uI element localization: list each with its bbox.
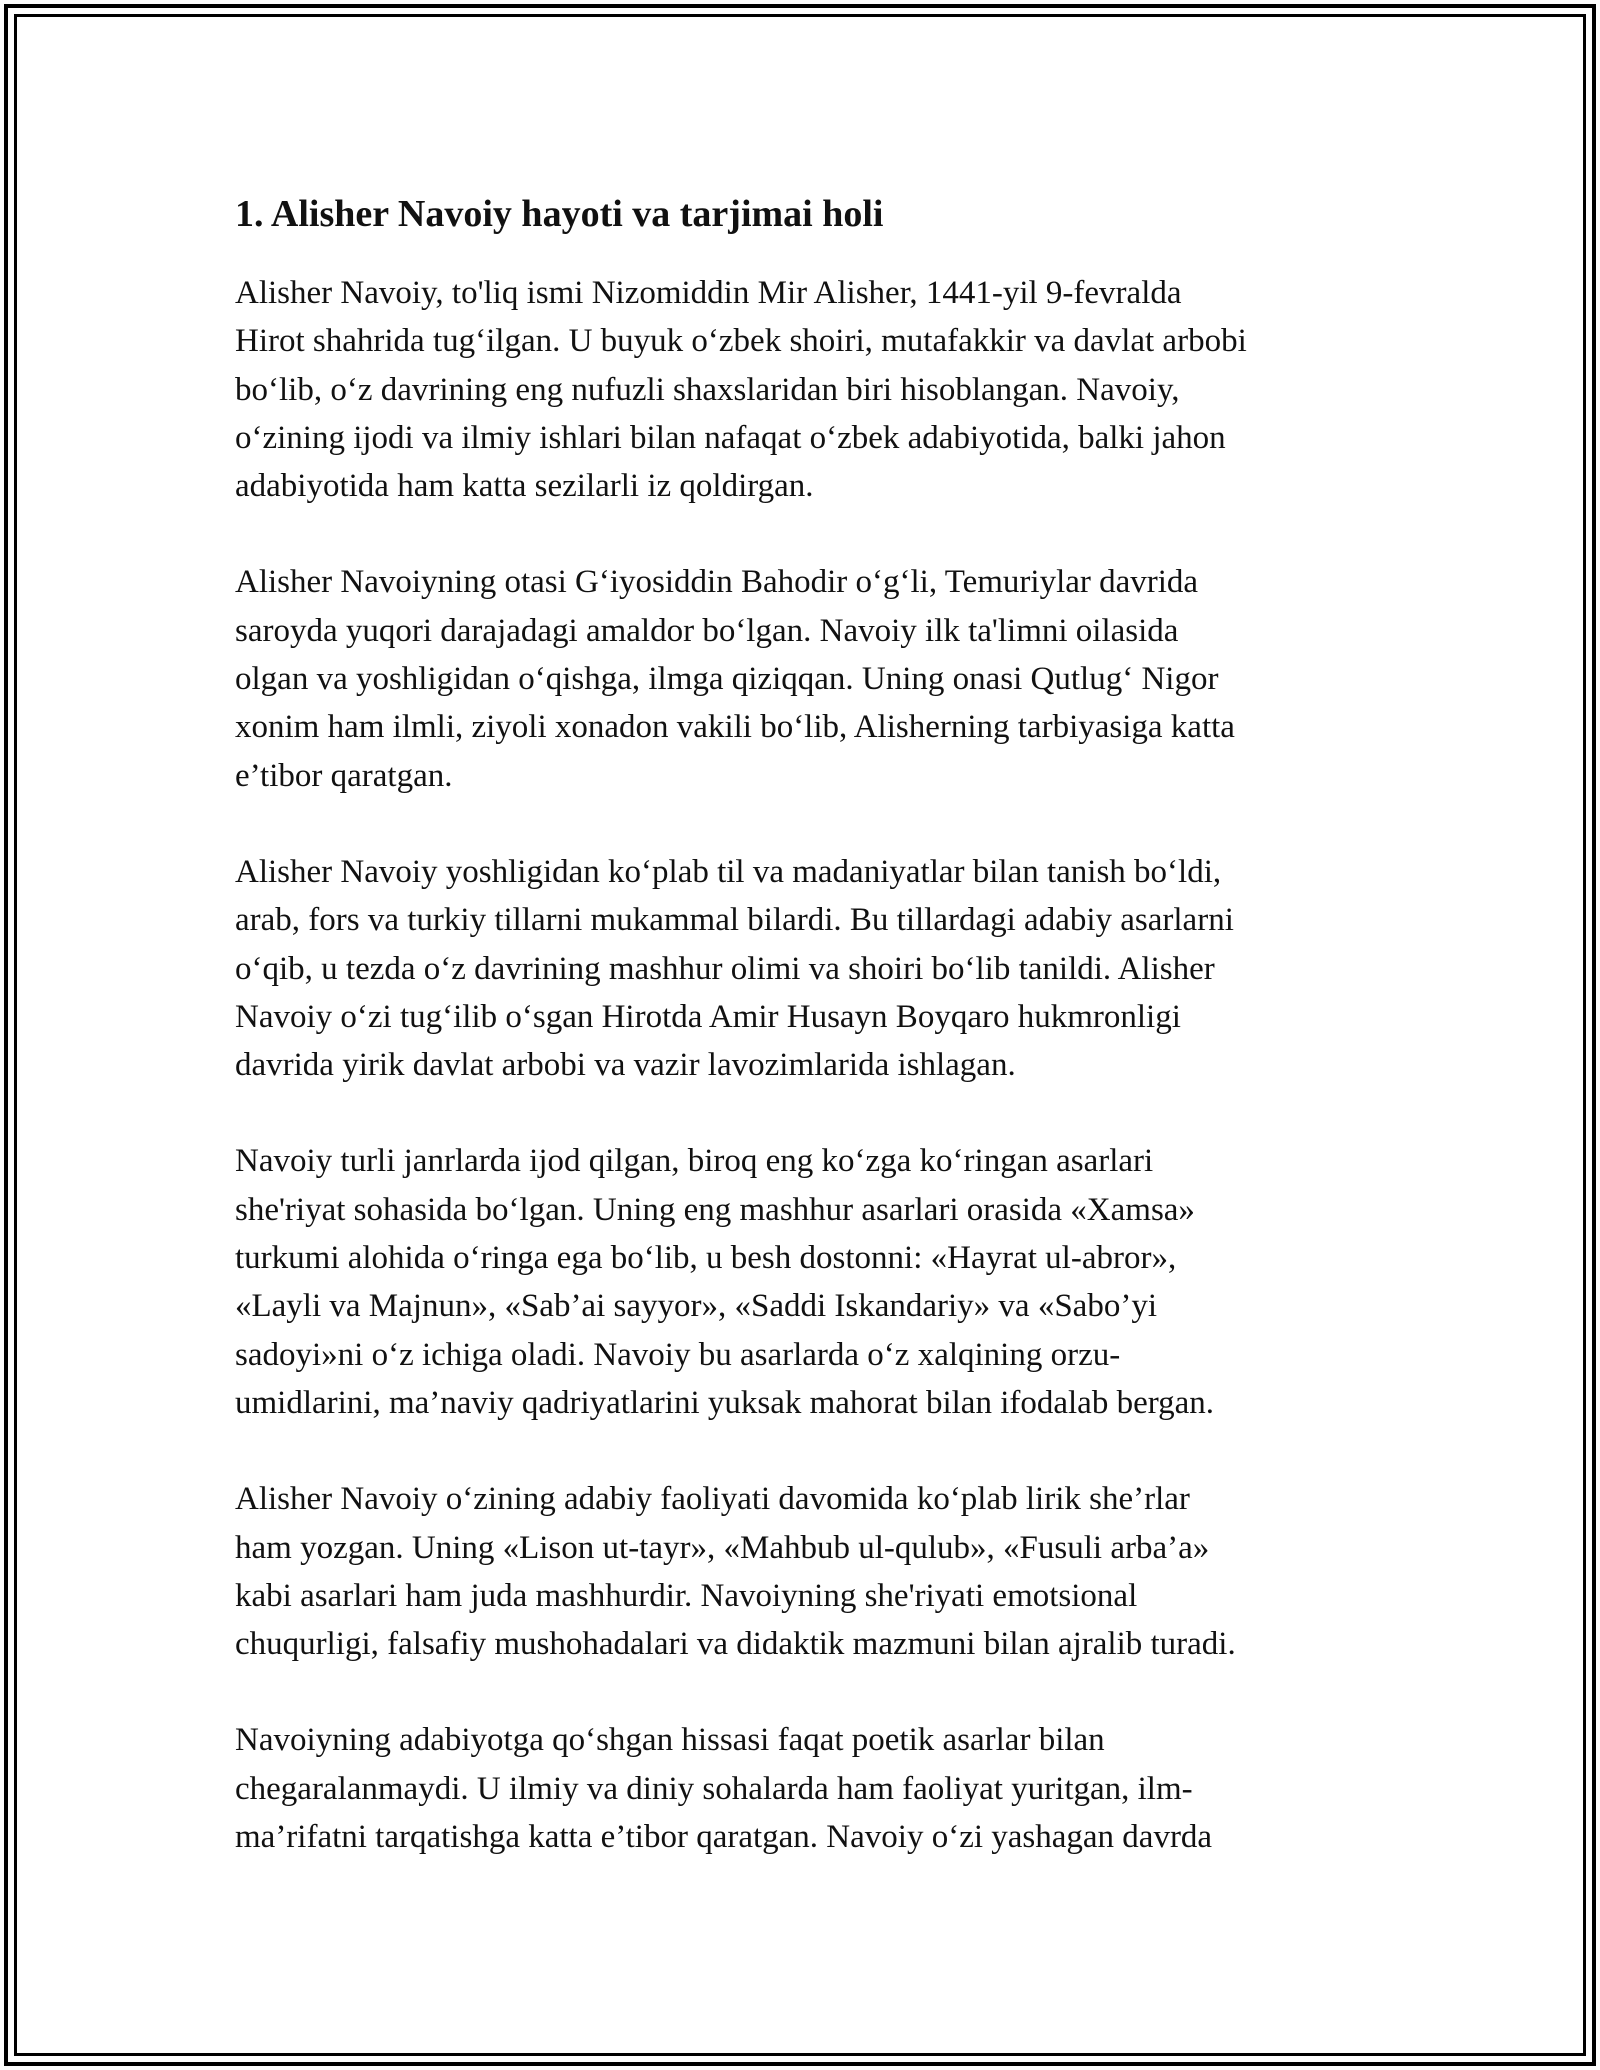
paragraph-line: she'riyat sohasida boʻlgan. Uning eng mashhur asarlari orasida «Xamsa» [235,1191,1195,1228]
paragraph-line: e’tibor qaratgan. [235,757,453,794]
paragraph-line: sadoyi»ni oʻz ichiga oladi. Navoiy bu asarlarda oʻz xalqining orzu- [235,1336,1121,1373]
paragraph-line: oʻzining ijodi va ilmiy ishlari bilan nafaqat oʻzbek adabiyotida, balki jahon [235,419,1226,456]
paragraph-line: Alisher Navoiy yoshligidan koʻplab til va madaniyatlar bilan tanish boʻldi, [235,853,1222,890]
paragraph [235,1716,1365,1861]
paragraph-line: davrida yirik davlat arbobi va vazir lavozimlarida ishlagan. [235,1047,1016,1084]
paragraph [235,269,1365,510]
paragraph [235,848,1365,1089]
paragraph-line: Hirot shahrida tugʻilgan. U buyuk oʻzbek shoiri, mutafakkir va davlat arbobi [235,323,1247,360]
paragraph-line: ham yozgan. Uning «Lison ut-tayr», «Mahbub ul-qulub», «Fusuli arba’a» [235,1529,1210,1566]
paragraph-line: oʻqib, u tezda oʻz davrining mashhur olimi va shoiri boʻlib tanildi. Alisher [235,950,1215,987]
paragraph-line: saroyda yuqori darajadagi amaldor boʻlgan. Navoiy ilk ta'limni oilasida [235,612,1179,649]
paragraph-line: Alisher Navoiyning otasi Gʻiyosiddin Bahodir oʻgʻli, Temuriylar davrida [235,564,1199,601]
paragraph-line: kabi asarlari ham juda mashhurdir. Navoiyning she'riyati emotsional [235,1577,1138,1614]
paragraph [235,558,1365,799]
paragraph-line: chegaralanmaydi. U ilmiy va diniy sohalarda ham faoliyat yuritgan, ilm- [235,1770,1193,1807]
paragraph-line: «Layli va Majnun», «Sab’ai sayyor», «Saddi Iskandariy» va «Sabo’yi [235,1288,1157,1325]
paragraph-line: Navoiy oʻzi tugʻilib oʻsgan Hirotda Amir Husayn Boyqaro hukmronligi [235,998,1181,1035]
paragraph-line: umidlarini, ma’naviy qadriyatlarini yuksak mahorat bilan ifodalab bergan. [235,1384,1215,1421]
paragraph-line: Alisher Navoiy, to'liq ismi Nizomiddin Mir Alisher, 1441-yil 9-fevralda [235,275,1182,311]
paragraph-line: ma’rifatni tarqatishga katta e’tibor qaratgan. Navoiy oʻzi yashagan davrda [235,1819,1213,1856]
paragraph [235,1475,1365,1668]
paragraph-line: olgan va yoshligidan oʻqishga, ilmga qiziqqan. Uning onasi Qutlugʻ Nigor [235,661,1219,698]
paragraph-list [235,269,1365,1861]
section-heading: 1. Alisher Navoiy hayoti va tarjimai holi [235,193,884,235]
paragraph-line: Navoiyning adabiyotga qoʻshgan hissasi faqat poetik asarlar bilan [235,1722,1105,1759]
paragraph-line: xonim ham ilmli, ziyoli xonadon vakili boʻlib, Alisherning tarbiyasiga katta [235,709,1235,746]
document-body [235,185,1365,1909]
paragraph-line: boʻlib, oʻz davrining eng nufuzli shaxslaridan biri hisoblangan. Navoiy, [235,371,1180,408]
paragraph-line: Alisher Navoiy oʻzining adabiy faoliyati davomida koʻplab lirik she’rlar [235,1481,1190,1518]
paragraph-line: turkumi alohida oʻringa ega boʻlib, u besh dostonni: «Hayrat ul-abror», [235,1240,1177,1277]
paragraph-line: Navoiy turli janrlarda ijod qilgan, biroq eng koʻzga koʻringan asarlari [235,1143,1154,1180]
paragraph-line: chuqurligi, falsafiy mushohadalari va didaktik mazmuni bilan ajralib turadi. [235,1626,1236,1663]
paragraph [235,1137,1365,1427]
paragraph-line: adabiyotida ham katta sezilarli iz qoldirgan. [235,468,814,505]
paragraph-line: arab, fors va turkiy tillarni mukammal bilardi. Bu tillardagi adabiy asarlarni [235,902,1234,939]
